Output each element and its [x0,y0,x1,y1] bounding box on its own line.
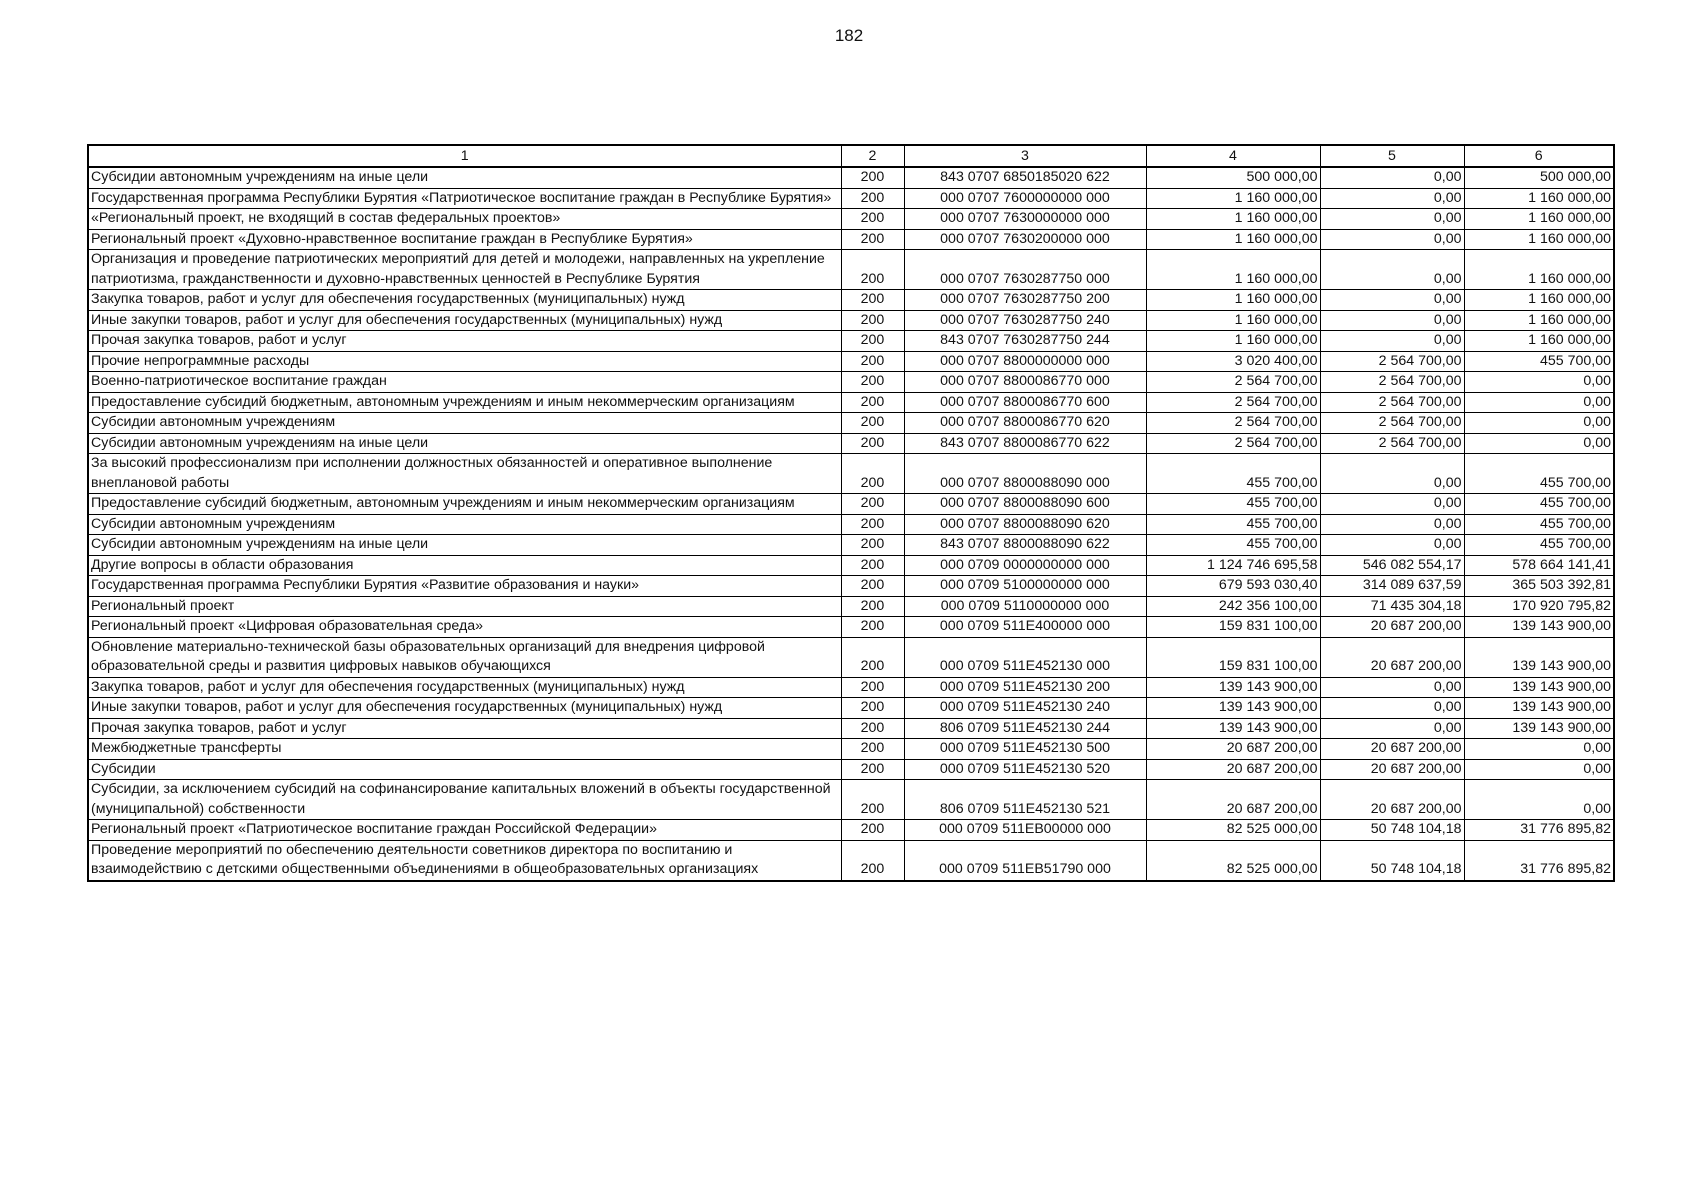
table-row [88,413,1614,434]
row-amount-cell: 0,00 [1320,209,1464,230]
row-name-cell: Субсидии автономным учреждениям [88,514,841,535]
row-amount-cell: 314 089 637,59 [1320,576,1464,597]
row-amount-cell: 1 124 746 695,58 [1146,555,1320,576]
table-row [88,576,1614,597]
row-amount-cell: 242 356 100,00 [1146,596,1320,617]
row-amount-cell: 455 700,00 [1464,514,1614,535]
row-col2-cell: 200 [841,209,904,230]
row-name-cell: Иные закупки товаров, работ и услуг для обеспечения государственных (муниципальных) нужд [88,698,841,719]
row-name-cell: За высокий профессионализм при исполнении должностных обязанностей и оперативное выполнение внеплановой работы [88,454,841,494]
row-amount-cell: 1 160 000,00 [1464,209,1614,230]
row-name-cell: Закупка товаров, работ и услуг для обеспечения государственных (муниципальных) нужд [88,290,841,311]
row-code-cell: 000 0707 8800086770 000 [904,372,1146,393]
row-amount-cell: 2 564 700,00 [1320,433,1464,454]
row-amount-cell: 0,00 [1320,677,1464,698]
row-col2-cell: 200 [841,310,904,331]
row-amount-cell: 0,00 [1320,331,1464,352]
row-name-cell: Прочая закупка товаров, работ и услуг [88,331,841,352]
row-code-cell: 000 0707 7600000000 000 [904,188,1146,209]
row-amount-cell: 139 143 900,00 [1464,677,1614,698]
row-amount-cell: 2 564 700,00 [1320,351,1464,372]
row-col2-cell: 200 [841,637,904,677]
table-row [88,739,1614,760]
row-col2-cell: 200 [841,392,904,413]
row-amount-cell: 1 160 000,00 [1146,229,1320,250]
row-amount-cell: 20 687 200,00 [1146,739,1320,760]
row-name-cell: Региональный проект «Духовно-нравственное воспитание граждан в Республике Бурятия» [88,229,841,250]
column-header: 6 [1464,145,1614,167]
row-code-cell: 000 0707 8800086770 620 [904,413,1146,434]
table-row [88,677,1614,698]
row-code-cell: 000 0707 8800000000 000 [904,351,1146,372]
row-name-cell: Государственная программа Республики Бурятия «Патриотическое воспитание граждан в Республике Бурятия» [88,188,841,209]
row-col2-cell: 200 [841,718,904,739]
table-header-row [88,145,1614,167]
row-col2-cell: 200 [841,331,904,352]
row-col2-cell: 200 [841,840,904,881]
row-amount-cell: 71 435 304,18 [1320,596,1464,617]
table-row [88,290,1614,311]
row-amount-cell: 50 748 104,18 [1320,820,1464,841]
column-header: 1 [88,145,841,167]
table-row [88,250,1614,290]
row-amount-cell: 2 564 700,00 [1320,392,1464,413]
column-header: 5 [1320,145,1464,167]
table-row [88,209,1614,230]
row-amount-cell: 1 160 000,00 [1146,331,1320,352]
table-row [88,780,1614,820]
row-amount-cell: 0,00 [1464,433,1614,454]
budget-table [87,144,1615,882]
row-col2-cell: 200 [841,759,904,780]
row-amount-cell: 139 143 900,00 [1464,637,1614,677]
row-amount-cell: 0,00 [1320,514,1464,535]
row-amount-cell: 0,00 [1320,229,1464,250]
table-row [88,698,1614,719]
row-code-cell: 000 0709 511E400000 000 [904,617,1146,638]
row-code-cell: 000 0709 511E452130 500 [904,739,1146,760]
row-amount-cell: 455 700,00 [1146,514,1320,535]
row-amount-cell: 0,00 [1320,188,1464,209]
row-amount-cell: 1 160 000,00 [1464,188,1614,209]
row-name-cell: Субсидии, за исключением субсидий на софинансирование капитальных вложений в объекты государственной (муниципальной) собственности [88,780,841,820]
row-name-cell: Субсидии автономным учреждениям на иные цели [88,167,841,188]
table-row [88,840,1614,881]
row-amount-cell: 139 143 900,00 [1464,617,1614,638]
row-amount-cell: 159 831 100,00 [1146,617,1320,638]
row-amount-cell: 0,00 [1320,167,1464,188]
row-code-cell: 000 0709 5110000000 000 [904,596,1146,617]
row-amount-cell: 455 700,00 [1146,535,1320,556]
row-amount-cell: 0,00 [1320,718,1464,739]
table-row [88,494,1614,515]
row-amount-cell: 20 687 200,00 [1320,617,1464,638]
row-name-cell: Организация и проведение патриотических мероприятий для детей и молодежи, направленных на укрепление патриотизма, гражданственности и духовно-нравственных ценностей в Республике Бурятия [88,250,841,290]
row-code-cell: 000 0709 511E452130 240 [904,698,1146,719]
table-row [88,331,1614,352]
row-name-cell: Иные закупки товаров, работ и услуг для обеспечения государственных (муниципальных) нужд [88,310,841,331]
row-amount-cell: 1 160 000,00 [1146,188,1320,209]
table-row [88,820,1614,841]
row-col2-cell: 200 [841,372,904,393]
row-amount-cell: 1 160 000,00 [1464,290,1614,311]
row-col2-cell: 200 [841,820,904,841]
table-row [88,310,1614,331]
row-name-cell: Субсидии автономным учреждениям на иные цели [88,535,841,556]
column-header: 2 [841,145,904,167]
row-amount-cell: 2 564 700,00 [1146,413,1320,434]
row-amount-cell: 0,00 [1320,250,1464,290]
row-col2-cell: 200 [841,698,904,719]
row-code-cell: 000 0709 511EB51790 000 [904,840,1146,881]
row-amount-cell: 500 000,00 [1146,167,1320,188]
row-code-cell: 843 0707 8800088090 622 [904,535,1146,556]
row-amount-cell: 1 160 000,00 [1146,250,1320,290]
row-amount-cell: 455 700,00 [1464,494,1614,515]
row-amount-cell: 0,00 [1464,372,1614,393]
row-amount-cell: 500 000,00 [1464,167,1614,188]
row-code-cell: 000 0707 8800088090 000 [904,454,1146,494]
table-row [88,555,1614,576]
row-amount-cell: 0,00 [1320,454,1464,494]
row-col2-cell: 200 [841,535,904,556]
table-row [88,454,1614,494]
row-amount-cell: 82 525 000,00 [1146,840,1320,881]
row-amount-cell: 82 525 000,00 [1146,820,1320,841]
row-name-cell: Предоставление субсидий бюджетным, автономным учреждениям и иным некоммерческим организациям [88,494,841,515]
row-code-cell: 843 0707 7630287750 244 [904,331,1146,352]
row-col2-cell: 200 [841,677,904,698]
table-row [88,617,1614,638]
column-header: 4 [1146,145,1320,167]
row-amount-cell: 455 700,00 [1464,351,1614,372]
table-row [88,535,1614,556]
row-col2-cell: 200 [841,739,904,760]
row-amount-cell: 455 700,00 [1146,494,1320,515]
row-code-cell: 843 0707 6850185020 622 [904,167,1146,188]
row-amount-cell: 170 920 795,82 [1464,596,1614,617]
row-code-cell: 000 0709 511EB00000 000 [904,820,1146,841]
row-code-cell: 000 0709 5100000000 000 [904,576,1146,597]
row-amount-cell: 0,00 [1464,739,1614,760]
row-amount-cell: 0,00 [1464,413,1614,434]
row-name-cell: Региональный проект «Патриотическое воспитание граждан Российской Федерации» [88,820,841,841]
row-amount-cell: 2 564 700,00 [1146,433,1320,454]
row-code-cell: 806 0709 511E452130 244 [904,718,1146,739]
row-col2-cell: 200 [841,494,904,515]
row-col2-cell: 200 [841,188,904,209]
row-amount-cell: 0,00 [1320,698,1464,719]
row-amount-cell: 1 160 000,00 [1146,290,1320,311]
row-col2-cell: 200 [841,413,904,434]
row-amount-cell: 1 160 000,00 [1464,310,1614,331]
row-amount-cell: 0,00 [1320,535,1464,556]
row-code-cell: 000 0707 7630200000 000 [904,229,1146,250]
row-code-cell: 000 0709 511E452130 520 [904,759,1146,780]
table-row [88,229,1614,250]
row-amount-cell: 3 020 400,00 [1146,351,1320,372]
row-col2-cell: 200 [841,433,904,454]
row-code-cell: 000 0709 0000000000 000 [904,555,1146,576]
table-row [88,514,1614,535]
row-name-cell: Военно-патриотическое воспитание граждан [88,372,841,393]
row-col2-cell: 200 [841,290,904,311]
row-col2-cell: 200 [841,555,904,576]
table-row [88,392,1614,413]
row-amount-cell: 1 160 000,00 [1464,250,1614,290]
row-amount-cell: 20 687 200,00 [1320,759,1464,780]
row-amount-cell: 0,00 [1464,759,1614,780]
row-amount-cell: 20 687 200,00 [1146,759,1320,780]
row-amount-cell: 2 564 700,00 [1320,413,1464,434]
row-amount-cell: 1 160 000,00 [1464,331,1614,352]
table-row [88,718,1614,739]
row-code-cell: 000 0709 511E452130 000 [904,637,1146,677]
row-code-cell: 000 0707 8800088090 620 [904,514,1146,535]
row-amount-cell: 455 700,00 [1464,535,1614,556]
row-amount-cell: 20 687 200,00 [1320,637,1464,677]
row-amount-cell: 679 593 030,40 [1146,576,1320,597]
row-amount-cell: 0,00 [1320,310,1464,331]
row-amount-cell: 20 687 200,00 [1320,780,1464,820]
row-amount-cell: 20 687 200,00 [1146,780,1320,820]
row-amount-cell: 20 687 200,00 [1320,739,1464,760]
table-row [88,372,1614,393]
row-amount-cell: 31 776 895,82 [1464,840,1614,881]
row-amount-cell: 50 748 104,18 [1320,840,1464,881]
row-col2-cell: 200 [841,229,904,250]
column-header: 3 [904,145,1146,167]
row-name-cell: Другие вопросы в области образования [88,555,841,576]
row-amount-cell: 159 831 100,00 [1146,637,1320,677]
row-amount-cell: 139 143 900,00 [1146,718,1320,739]
row-code-cell: 000 0709 511E452130 200 [904,677,1146,698]
table-row [88,759,1614,780]
table-row [88,167,1614,188]
table-row [88,637,1614,677]
row-code-cell: 843 0707 8800086770 622 [904,433,1146,454]
row-amount-cell: 0,00 [1464,780,1614,820]
row-code-cell: 000 0707 7630000000 000 [904,209,1146,230]
row-amount-cell: 139 143 900,00 [1146,698,1320,719]
row-amount-cell: 1 160 000,00 [1464,229,1614,250]
row-col2-cell: 200 [841,596,904,617]
row-code-cell: 000 0707 7630287750 200 [904,290,1146,311]
row-amount-cell: 365 503 392,81 [1464,576,1614,597]
table-row [88,433,1614,454]
row-name-cell: Субсидии [88,759,841,780]
row-code-cell: 000 0707 7630287750 240 [904,310,1146,331]
row-name-cell: Прочая закупка товаров, работ и услуг [88,718,841,739]
row-col2-cell: 200 [841,780,904,820]
row-col2-cell: 200 [841,454,904,494]
row-col2-cell: 200 [841,514,904,535]
row-name-cell: Предоставление субсидий бюджетным, автономным учреждениям и иным некоммерческим организациям [88,392,841,413]
row-name-cell: Региональный проект [88,596,841,617]
row-amount-cell: 0,00 [1464,392,1614,413]
row-name-cell: Закупка товаров, работ и услуг для обеспечения государственных (муниципальных) нужд [88,677,841,698]
table-body [88,167,1614,881]
row-amount-cell: 0,00 [1320,290,1464,311]
row-amount-cell: 455 700,00 [1146,454,1320,494]
row-name-cell: Прочие непрограммные расходы [88,351,841,372]
row-amount-cell: 1 160 000,00 [1146,310,1320,331]
table-row [88,188,1614,209]
row-amount-cell: 2 564 700,00 [1146,372,1320,393]
row-col2-cell: 200 [841,351,904,372]
page-number: 182 [834,26,864,45]
row-col2-cell: 200 [841,167,904,188]
row-amount-cell: 139 143 900,00 [1464,718,1614,739]
row-name-cell: Региональный проект «Цифровая образовательная среда» [88,617,841,638]
row-amount-cell: 546 082 554,17 [1320,555,1464,576]
row-amount-cell: 578 664 141,41 [1464,555,1614,576]
row-name-cell: Межбюджетные трансферты [88,739,841,760]
row-col2-cell: 200 [841,250,904,290]
row-col2-cell: 200 [841,617,904,638]
row-name-cell: Проведение мероприятий по обеспечению деятельности советников директора по воспитанию и взаимодействию с детскими общественными объединениями в общеобразовательных организациях [88,840,841,881]
row-amount-cell: 31 776 895,82 [1464,820,1614,841]
table-row [88,351,1614,372]
row-amount-cell: 2 564 700,00 [1146,392,1320,413]
row-name-cell: Обновление материально-технической базы образовательных организаций для внедрения цифровой образовательной среды и развития цифровых навыков обучающихся [88,637,841,677]
row-amount-cell: 139 143 900,00 [1464,698,1614,719]
row-amount-cell: 0,00 [1320,494,1464,515]
row-amount-cell: 1 160 000,00 [1146,209,1320,230]
table-row [88,596,1614,617]
row-name-cell: Субсидии автономным учреждениям на иные цели [88,433,841,454]
row-name-cell: Государственная программа Республики Бурятия «Развитие образования и науки» [88,576,841,597]
row-name-cell: «Региональный проект, не входящий в состав федеральных проектов» [88,209,841,230]
row-code-cell: 000 0707 8800088090 600 [904,494,1146,515]
row-name-cell: Субсидии автономным учреждениям [88,413,841,434]
row-amount-cell: 455 700,00 [1464,454,1614,494]
row-code-cell: 000 0707 8800086770 600 [904,392,1146,413]
row-amount-cell: 2 564 700,00 [1320,372,1464,393]
row-col2-cell: 200 [841,576,904,597]
row-code-cell: 806 0709 511E452130 521 [904,780,1146,820]
row-amount-cell: 139 143 900,00 [1146,677,1320,698]
row-code-cell: 000 0707 7630287750 000 [904,250,1146,290]
